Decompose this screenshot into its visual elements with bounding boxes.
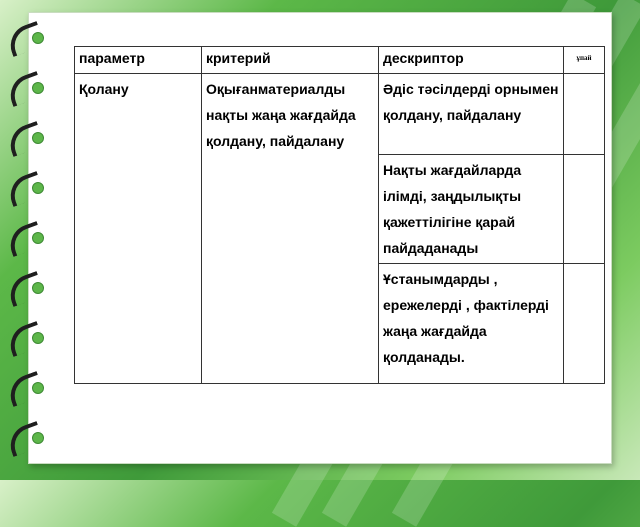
points-cell-3 [564,264,605,384]
assessment-table [74,46,605,384]
binder-ring-icon [8,226,48,248]
descriptor-cell-1: Әдіс тәсілдерді орнымен қолдану, пайдалану [379,74,564,155]
binder-ring-icon [8,426,48,448]
header-descriptor: дескриптор [379,47,564,74]
binder-ring-icon [8,76,48,98]
table-header-row [75,47,605,74]
binder-ring-icon [8,326,48,348]
binder-ring-icon [8,176,48,198]
header-criterion: критерий [202,47,379,74]
binder-ring-icon [8,276,48,298]
descriptor-cell-2: Нақты жағдайларда ілімді, заңдылықты қажеттілігіне қарай пайдаданады [379,155,564,264]
binder-ring-icon [8,26,48,48]
parameter-cell: Қолану [75,74,202,384]
points-cell-2 [564,155,605,264]
header-points: ұпай [564,47,605,74]
header-parameter: параметр [75,47,202,74]
table-row [75,74,605,155]
binder-ring-icon [8,376,48,398]
descriptor-cell-3: Ұстанымдарды , ережелерді , фактілерді жаңа жағдайда қолданады. [379,264,564,384]
binder-ring-icon [8,126,48,148]
criterion-cell: Оқығанматериалды нақты жаңа жағдайда қолдану, пайдалану [202,74,379,384]
points-cell-1 [564,74,605,155]
